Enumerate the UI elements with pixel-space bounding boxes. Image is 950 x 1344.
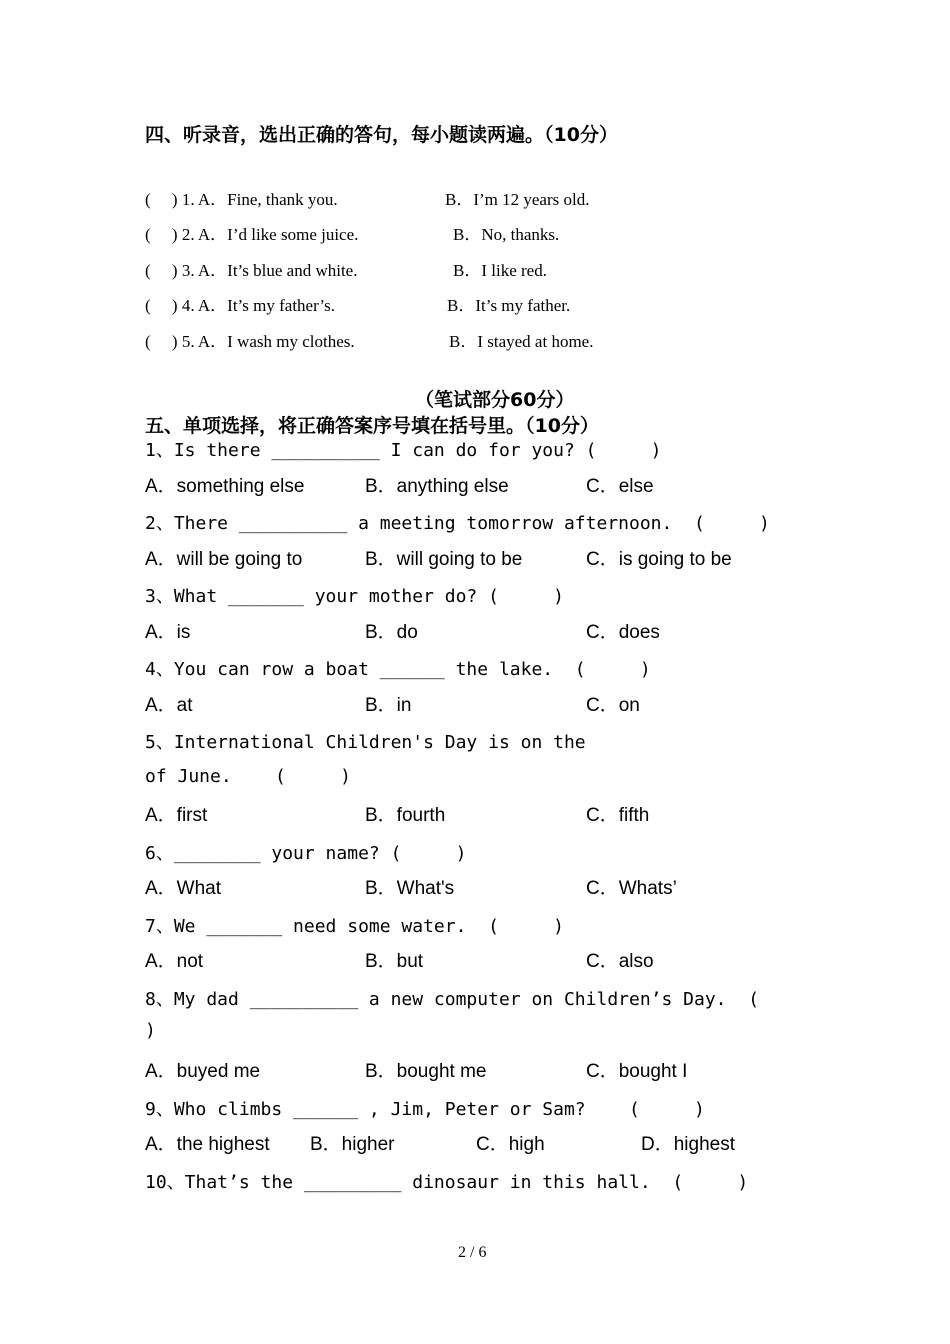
question-5-option-b: B．fourth [365,805,446,826]
question-8-continued: ) [145,1020,156,1041]
question-8-option-c: C．bought I [586,1061,688,1082]
question-5-option-c: C．fifth [586,805,650,826]
listening-item-2-b: B．No, thanks. [453,225,560,244]
question-8-option-b: B．bought me [365,1061,487,1082]
question-3-option-c: C．does [586,622,660,643]
written-part-heading: （笔试部分60分） [415,389,575,411]
question-2-option-c: C．is going to be [586,549,732,570]
section-5-title: 五、单项选择，将正确答案序号填在括号里。（10分） [145,415,599,437]
question-4-option-b: B．in [365,695,412,716]
question-9-option-b: B．higher [310,1134,395,1155]
question-7-option-c: C．also [586,951,654,972]
question-10: 10、That’s the _________ dinosaur in this hall. ( ) [145,1172,749,1193]
question-1-option-a: A．something else [145,476,305,497]
listening-item-3-b: B．I like red. [453,261,547,280]
question-4-option-c: C．on [586,695,640,716]
question-5: 5、International Children's Day is on the [145,732,586,753]
question-1: 1、Is there __________ I can do for you? ( ) [145,440,662,461]
question-7-option-b: B．but [365,951,424,972]
question-1-option-b: B．anything else [365,476,509,497]
question-6-option-a: A．What [145,878,222,899]
page-number: 2 / 6 [458,1244,487,1261]
question-3-option-a: A．is [145,622,191,643]
question-6-option-c: C．Whats’ [586,878,677,899]
question-4-option-a: A．at [145,695,193,716]
question-3: 3、What _______ your mother do? ( ) [145,586,564,607]
question-3-option-b: B．do [365,622,418,643]
listening-item-5-b: B．I stayed at home. [449,332,594,351]
listening-item-4-b: B．It’s my father. [447,296,571,315]
question-7-option-a: A．not [145,951,204,972]
question-9-option-a: A．the highest [145,1134,270,1155]
question-5-continued: of June. ( ) [145,766,351,787]
question-1-option-c: C．else [586,476,654,497]
listening-item-3-a: ( ) 3. A．It’s blue and white. [145,261,358,280]
question-5-option-a: A．first [145,805,208,826]
question-2-option-a: A．will be going to [145,549,303,570]
question-9: 9、Who climbs ______ , Jim, Peter or Sam? ( ) [145,1099,705,1120]
question-8-option-a: A．buyed me [145,1061,261,1082]
listening-item-5-a: ( ) 5. A．I wash my clothes. [145,332,355,351]
question-2-option-b: B．will going to be [365,549,523,570]
question-9-option-d: D．highest [641,1134,735,1155]
section-4-title: 四、听录音，选出正确的答句，每小题读两遍。（10分） [145,124,618,146]
listening-item-1-a: ( ) 1. A．Fine, thank you. [145,190,338,209]
question-6-option-b: B．What's [365,878,455,899]
listening-item-4-a: ( ) 4. A．It’s my father’s. [145,296,335,315]
question-2: 2、There __________ a meeting tomorrow afternoon. ( ) [145,513,770,534]
question-9-option-c: C．high [476,1134,545,1155]
question-7: 7、We _______ need some water. ( ) [145,916,564,937]
question-6: 6、________ your name? ( ) [145,843,467,864]
listening-item-1-b: B．I’m 12 years old. [445,190,590,209]
listening-item-2-a: ( ) 2. A．I’d like some juice. [145,225,359,244]
question-4: 4、You can row a boat ______ the lake. ( ) [145,659,651,680]
question-8: 8、My dad __________ a new computer on Children’s Day. ( [145,989,760,1010]
